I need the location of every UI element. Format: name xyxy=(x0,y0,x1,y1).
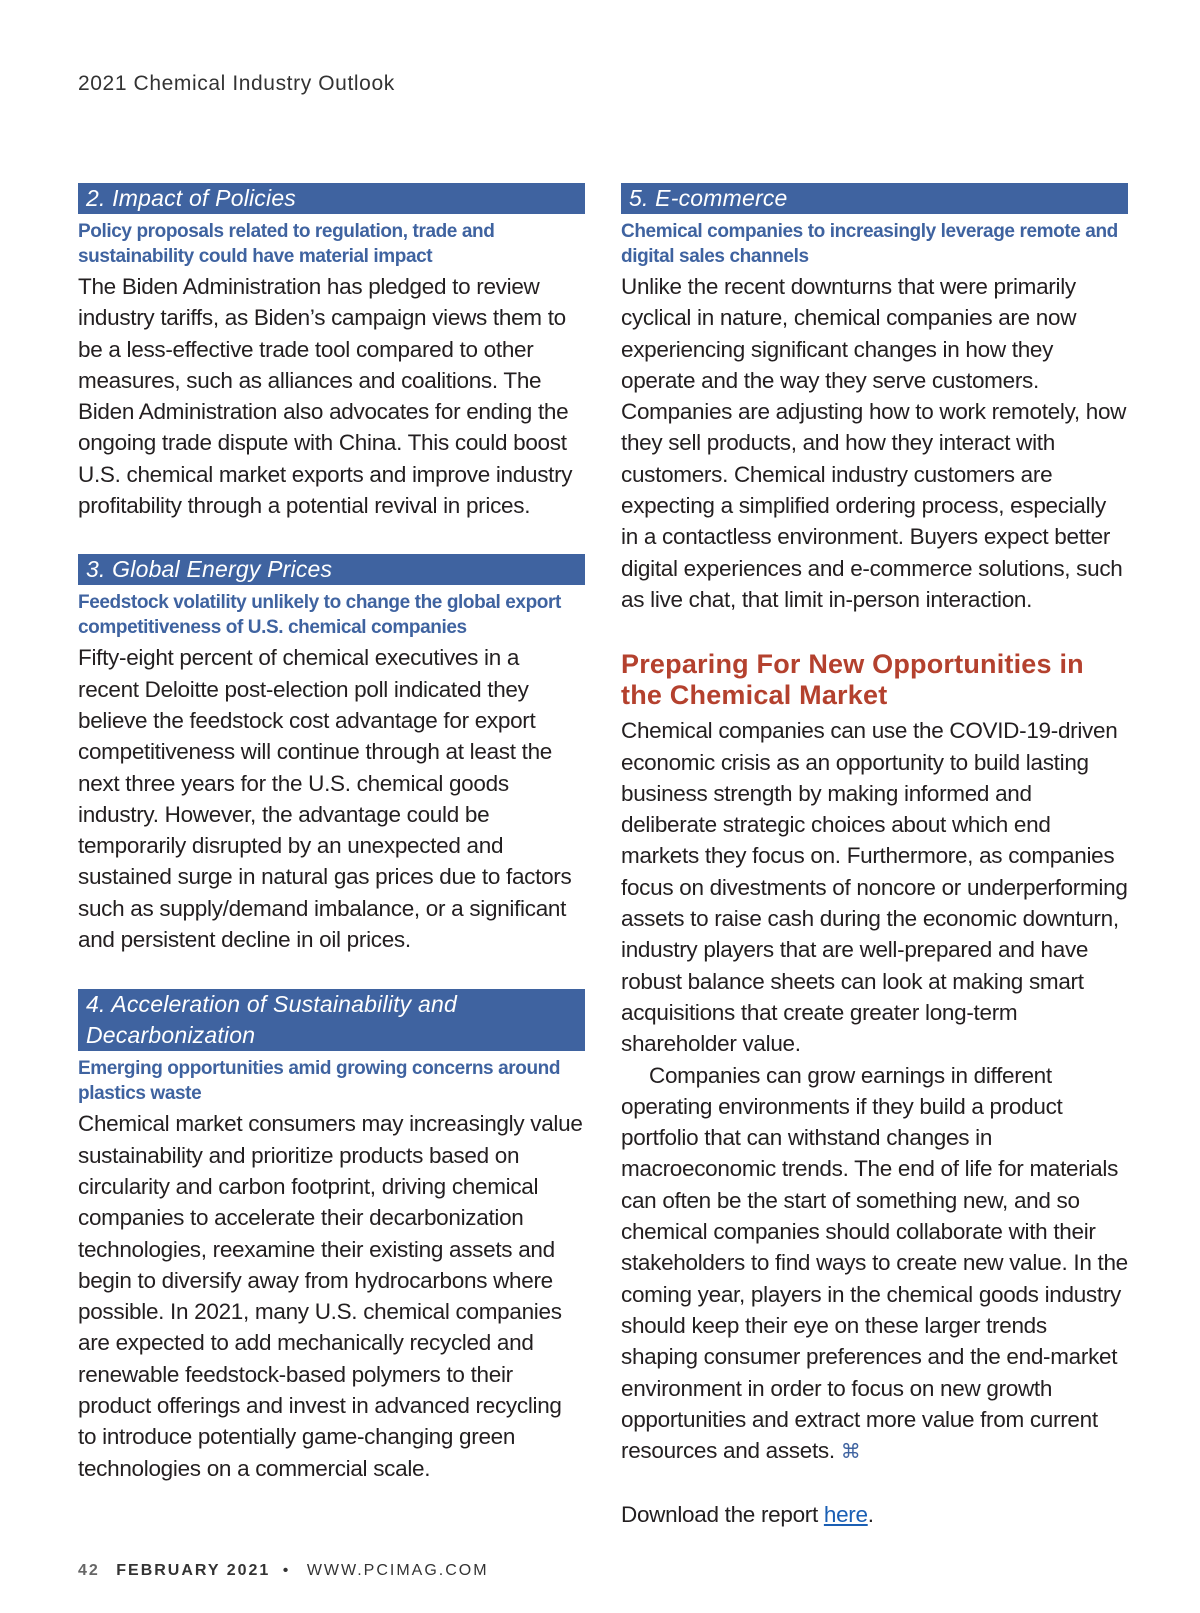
page-footer xyxy=(78,1562,489,1580)
section-global-energy-prices xyxy=(78,554,585,955)
section-impact-of-policies xyxy=(78,183,585,521)
download-report-link[interactable]: here xyxy=(823,1502,868,1528)
section-heading: 2. Impact of Policies xyxy=(78,183,585,214)
website: WWW.PCIMAG.COM xyxy=(306,1562,489,1579)
page-number: 42 xyxy=(78,1562,100,1579)
download-line xyxy=(621,1499,1128,1530)
feature-paragraph-1: Chemical companies can use the COVID-19-driven economic crisis as an opportunity to build lasting business strength by making informed and deliberate strategic choices about which end markets they focus on. Furthermore, as companies focus on divestments of noncore or underperforming assets to raise cash during the economic downturn, industry players that are well-prepared and have robust balance sheets can look at making smart acquisitions that create greater long-term shareholder value. xyxy=(621,718,1128,1057)
section-sustainability-decarbonization xyxy=(78,989,585,1484)
footer-bullet: • xyxy=(282,1562,291,1579)
download-prefix: Download the report xyxy=(621,1502,824,1528)
section-e-commerce xyxy=(621,183,1128,615)
feature-article xyxy=(621,649,1128,1530)
section-subheading: Policy proposals related to regulation, trade and sustainability could have material impact xyxy=(78,221,495,267)
feature-paragraph-2-text: Companies can grow earnings in different operating environments if they build a product portfolio that can withstand changes in macroeconomic trends. The end of life for materials can often be the start of something new, and so chemical companies should collaborate with their stakeholders to find ways to create new value. In the coming year, players in the chemical goods industry should keep their eye on these larger trends shaping consumer preferences and the end-market environment in order to focus on new growth opportunities and extract more value from current resources and assets. xyxy=(621,1062,1128,1464)
end-mark-icon: ⌘ xyxy=(840,1441,861,1464)
section-body: Chemical market consumers may increasingly value sustainability and prioritize products based on circularity and carbon footprint, driving chemical companies to accelerate their decarbonization technologies, reexamine their existing assets and begin to diversify away from hydrocarbons where possible. In 2021, many U.S. chemical companies are expected to add mechanically recycled and renewable feedstock-based polymers to their product offerings and invest in advanced recycling to introduce potentially game-changing green technologies on a commercial scale. xyxy=(78,1111,583,1481)
feature-heading: Preparing For New Opportunities in the Chemical Market xyxy=(621,649,1084,711)
running-title: 2021 Chemical Industry Outlook xyxy=(78,72,395,95)
section-heading: 4. Acceleration of Sustainability and Decarbonization xyxy=(78,989,585,1051)
section-body: The Biden Administration has pledged to review industry tariffs, as Biden’s campaign views them to be a less-effective trade tool compared to other measures, such as alliances and coalitions. The Biden Administration also advocates for ending the ongoing trade dispute with China. This could boost U.S. chemical market exports and improve industry profitability through a potential revival in prices. xyxy=(78,274,573,519)
download-suffix: . xyxy=(867,1502,874,1528)
section-body: Unlike the recent downturns that were primarily cyclical in nature, chemical companies are now experiencing significant changes in how they operate and the way they serve customers. Companies are adjusting how to work remotely, how they sell products, and how they interact with customers. Chemical industry customers are expecting a simplified ordering process, especially in a contactless environment. Buyers expect better digital experiences and e-commerce solutions, such as live chat, that limit in-person interaction. xyxy=(621,274,1127,612)
issue-date: FEBRUARY 2021 xyxy=(116,1562,271,1579)
section-heading: 5. E-commerce xyxy=(621,183,1128,214)
section-subheading: Emerging opportunities amid growing concerns around plastics waste xyxy=(78,1058,561,1105)
feature-paragraph-2 xyxy=(621,1060,1128,1469)
section-body: Fifty-eight percent of chemical executives in a recent Deloitte post-election poll indicated they believe the feedstock cost advantage for export competitiveness will continue through at least the next three years for the U.S. chemical goods industry. However, the advantage could be temporarily disrupted by an unexpected and sustained surge in natural gas prices due to factors such as supply/demand imbalance, or a significant and persistent decline in oil prices. xyxy=(78,645,572,953)
section-subheading: Feedstock volatility unlikely to change the global export competitiveness of U.S. chemical companies xyxy=(78,592,561,639)
right-column xyxy=(621,183,1128,1531)
left-column xyxy=(78,183,585,1484)
section-heading: 3. Global Energy Prices xyxy=(78,554,585,585)
section-subheading: Chemical companies to increasingly leverage remote and digital sales channels xyxy=(621,221,1118,267)
